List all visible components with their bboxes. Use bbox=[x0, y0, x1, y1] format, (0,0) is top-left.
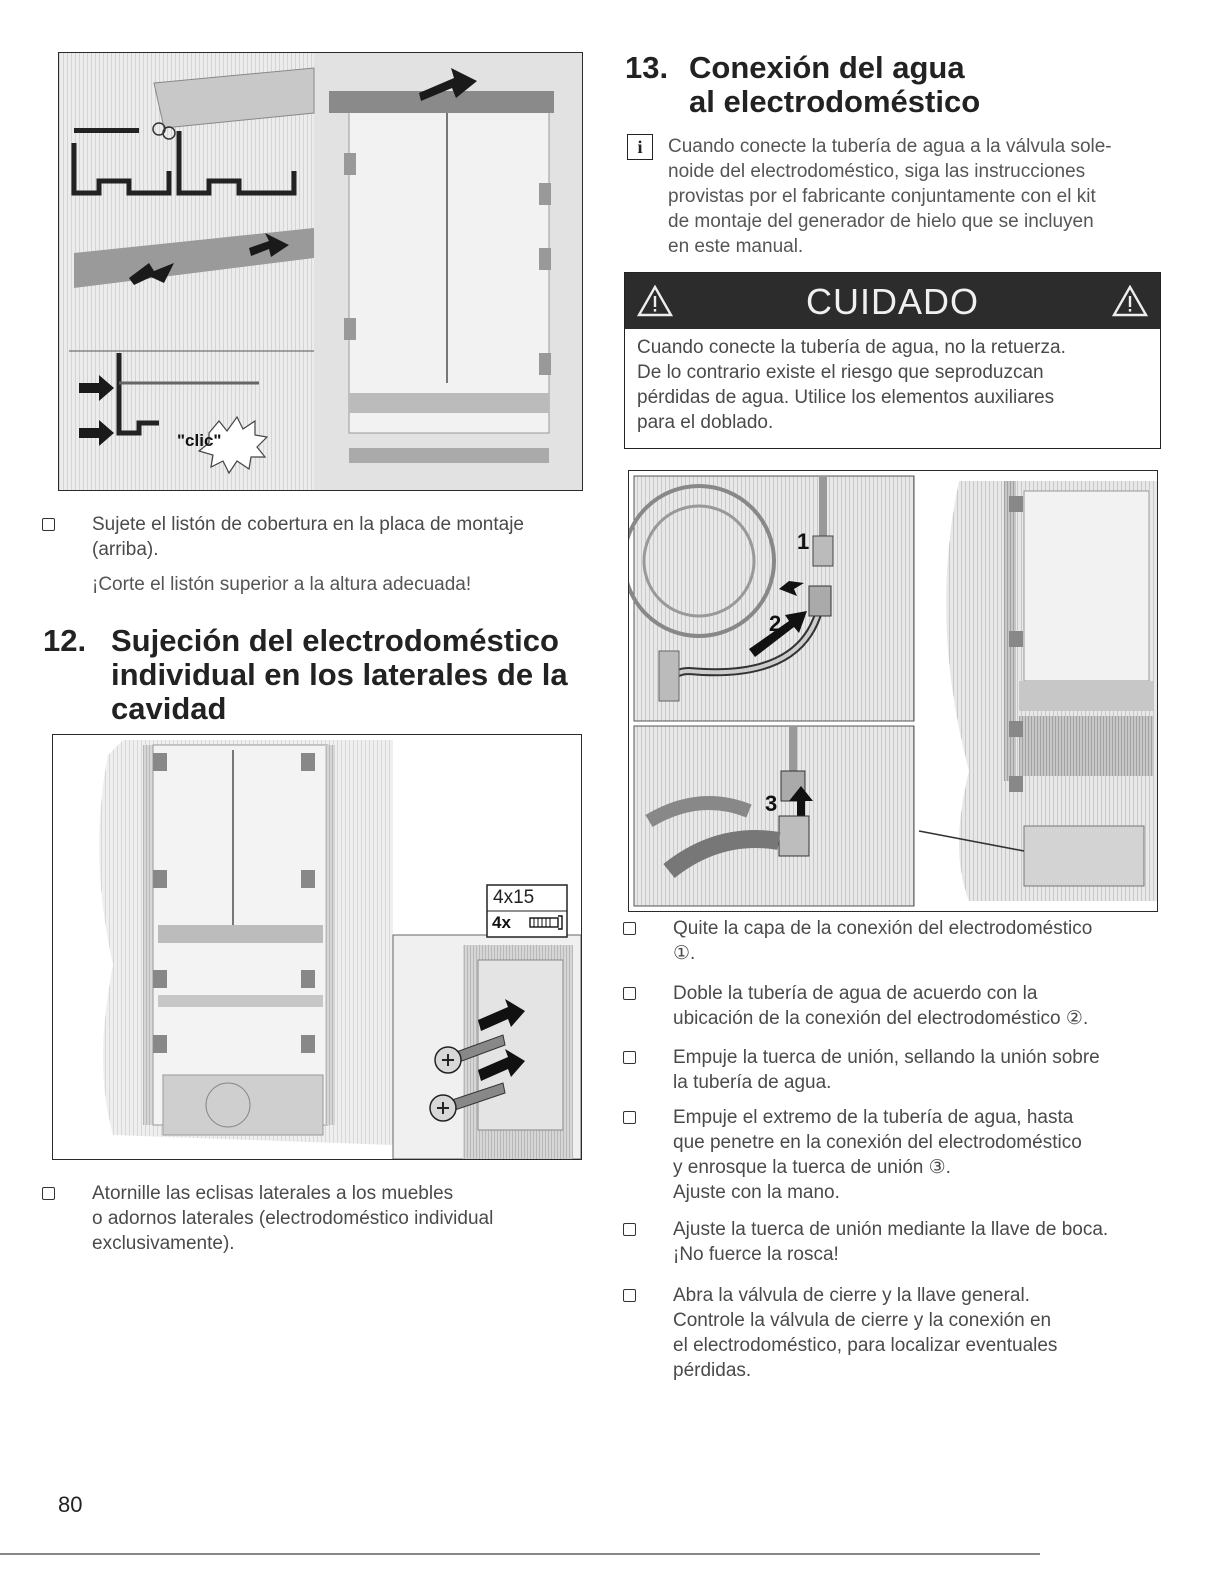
water-connection-illustration bbox=[628, 470, 1158, 912]
water-step-1 bbox=[623, 916, 1183, 966]
screw-qty-label: 4x bbox=[492, 913, 511, 932]
step-side-panels bbox=[42, 1181, 587, 1256]
cover-strip-illustration bbox=[58, 52, 583, 491]
checkbox-icon bbox=[623, 987, 636, 1000]
section-12-heading bbox=[43, 625, 583, 725]
checkbox-icon bbox=[623, 1289, 636, 1302]
info-icon: i bbox=[627, 134, 653, 160]
section-13-line1: Conexión del agua bbox=[689, 50, 965, 85]
callout-2: 2 bbox=[769, 611, 782, 636]
step-cover-strip-note: ¡Corte el listón superior a la altura adecuada! bbox=[92, 574, 472, 595]
water-step-3 bbox=[623, 1045, 1183, 1095]
checkbox-icon bbox=[42, 1187, 55, 1200]
section-12-line3: cavidad bbox=[111, 691, 227, 726]
water-step-2 bbox=[623, 981, 1183, 1031]
caution-box bbox=[624, 272, 1161, 449]
step-side-panels-text: Atornille las eclisas laterales a los muebles o adornos laterales (electrodoméstico individual exclusivamente). bbox=[92, 1183, 494, 1254]
caution-title: CUIDADO bbox=[805, 281, 979, 322]
step-cover-strip-text: Sujete el listón de cobertura en la placa de montaje (arriba). bbox=[92, 514, 524, 560]
screw-symbol-icon bbox=[530, 916, 562, 929]
step-cover-strip bbox=[42, 512, 587, 562]
checkbox-icon bbox=[623, 922, 636, 935]
checkbox-icon bbox=[623, 1111, 636, 1124]
callout-1: 1 bbox=[797, 529, 810, 554]
clic-label: "clic" bbox=[177, 431, 222, 450]
caution-text: Cuando conecte la tubería de agua, no la retuerza. De lo contrario existe el riesgo que seproduzcan pérdidas de agua. Utilice los elementos auxiliares para el doblado. bbox=[637, 337, 1066, 433]
page-number: 80 bbox=[58, 1492, 83, 1517]
warning-icon-right bbox=[1112, 285, 1148, 317]
water-step-6 bbox=[623, 1283, 1183, 1383]
section-12-line1: Sujeción del electrodoméstico bbox=[111, 623, 559, 658]
section-13-heading bbox=[625, 52, 1185, 122]
section-12-line2: individual en los laterales de la bbox=[111, 657, 568, 692]
water-connection-drawing bbox=[629, 471, 1157, 911]
water-step-1-text: Quite la capa de la conexión del electrodoméstico ①. bbox=[673, 918, 1093, 964]
section-13-line2: al electrodoméstico bbox=[689, 84, 981, 119]
checkbox-icon bbox=[623, 1051, 636, 1064]
footer-divider bbox=[0, 1553, 1040, 1555]
water-step-5-text: Ajuste la tuerca de unión mediante la llave de boca. ¡No fuerce la rosca! bbox=[673, 1219, 1109, 1265]
callout-3: 3 bbox=[765, 791, 778, 816]
cover-strip-drawing bbox=[59, 53, 582, 490]
side-panel-drawing bbox=[53, 735, 581, 1159]
water-step-6-text: Abra la válvula de cierre y la llave general. Controle la válvula de cierre y la conexión en el electrodoméstico, para localizar eventuales pérdidas. bbox=[673, 1285, 1058, 1381]
water-step-3-text: Empuje la tuerca de unión, sellando la unión sobre la tubería de agua. bbox=[673, 1047, 1100, 1093]
water-step-5 bbox=[623, 1217, 1183, 1267]
section-13-number: 13. bbox=[625, 50, 669, 85]
water-step-4-text: Empuje el extremo de la tubería de agua, hasta que penetre en la conexión del electrodoméstico y enrosque la tuerca de unión ③. Ajuste con la mano. bbox=[673, 1107, 1082, 1203]
water-step-4 bbox=[623, 1105, 1183, 1205]
screw-size-label: 4x15 bbox=[493, 887, 535, 908]
caution-header bbox=[625, 273, 1160, 329]
checkbox-icon bbox=[42, 518, 55, 531]
section-12-number: 12. bbox=[43, 623, 87, 658]
water-step-2-text: Doble la tubería de agua de acuerdo con la ubicación de la conexión del electrodoméstico ②. bbox=[673, 983, 1089, 1029]
side-panel-illustration bbox=[52, 734, 582, 1160]
checkbox-icon bbox=[623, 1223, 636, 1236]
info-text: Cuando conecte la tubería de agua a la válvula sole- noide del electrodoméstico, siga las instrucciones provistas por el fabricante conjuntamente con el kit de montaje del generador de hielo que se incluyen en este manual. bbox=[668, 136, 1112, 257]
